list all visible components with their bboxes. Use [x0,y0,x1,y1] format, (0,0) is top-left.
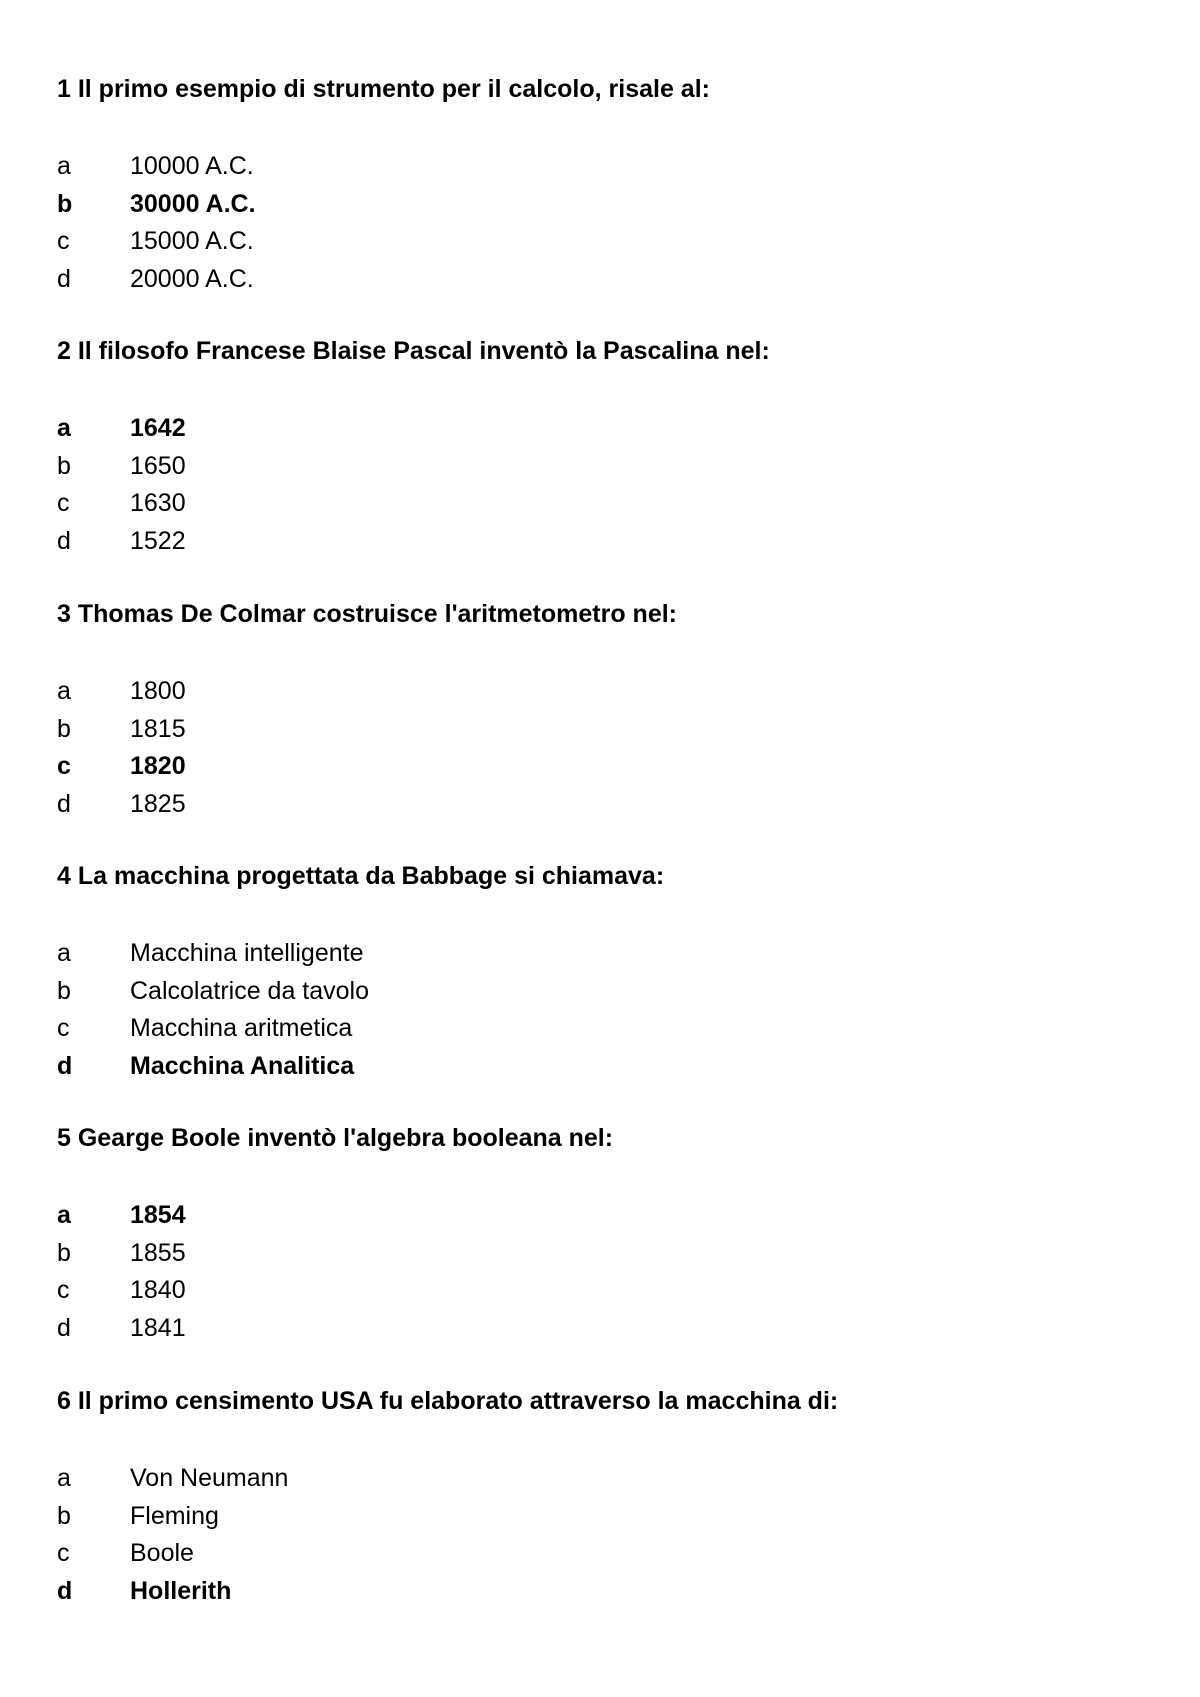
question-title: 1 Il primo esempio di strumento per il calcolo, risale al: [57,75,710,103]
question-2 [57,336,1157,561]
option-b [57,973,1157,1011]
option-text: Hollerith [130,1577,232,1606]
option-letter: b [57,451,71,480]
option-letter: d [57,790,71,819]
option-letter: d [57,265,71,294]
option-letter: a [57,677,71,705]
option-a [57,410,1157,448]
option-c [57,485,1157,523]
option-d [57,1310,1157,1348]
option-letter: c [57,227,70,256]
option-letter: a [57,939,71,967]
question-title: 4 La macchina progettata da Babbage si chiamava: [57,862,665,890]
option-text: 1642 [130,414,186,442]
option-b [57,186,1157,224]
option-text: Boole [130,1539,194,1568]
option-letter: a [57,1464,71,1492]
option-text: 1815 [130,714,186,743]
option-list [57,673,1157,824]
option-letter: d [57,1314,71,1343]
option-a [57,1460,1157,1498]
question-title: 3 Thomas De Colmar costruisce l'aritmetometro nel: [57,600,678,628]
option-text: 1841 [130,1314,186,1343]
option-text: 1855 [130,1238,186,1267]
option-a [57,673,1157,711]
question-4 [57,861,1157,1086]
option-letter: b [57,1238,71,1267]
option-letter: b [57,714,71,743]
option-letter: d [57,527,71,556]
option-text: 30000 A.C. [130,189,256,218]
question-6 [57,1386,1157,1611]
option-c [57,1535,1157,1573]
option-letter: b [57,189,73,218]
option-letter: c [57,489,70,518]
option-text: 1650 [130,451,186,480]
option-b [57,711,1157,749]
option-letter: a [57,1201,71,1229]
option-a [57,1197,1157,1235]
option-a [57,935,1157,973]
option-text: 20000 A.C. [130,265,254,294]
option-c [57,1272,1157,1310]
option-text: Macchina intelligente [130,939,364,967]
option-list [57,410,1157,561]
option-letter: d [57,1052,73,1081]
option-text: Von Neumann [130,1464,289,1492]
option-text: Macchina Analitica [130,1052,355,1081]
option-c [57,223,1157,261]
option-text: 1800 [130,677,186,705]
option-b [57,1498,1157,1536]
option-text: Calcolatrice da tavolo [130,976,370,1005]
option-d [57,1573,1157,1611]
option-d [57,523,1157,561]
option-b [57,1235,1157,1273]
option-text: 1820 [130,752,186,781]
option-text: 15000 A.C. [130,227,254,256]
option-letter: c [57,1276,70,1305]
option-b [57,448,1157,486]
option-list [57,148,1157,299]
option-d [57,786,1157,824]
option-text: 1825 [130,790,186,819]
option-a [57,148,1157,186]
question-title: 2 Il filosofo Francese Blaise Pascal inventò la Pascalina nel: [57,337,770,365]
option-letter: d [57,1577,73,1606]
option-text: 1840 [130,1276,186,1305]
option-text: 1630 [130,489,186,518]
option-d [57,1048,1157,1086]
option-text: Macchina aritmetica [130,1014,353,1043]
option-text: 1522 [130,527,186,556]
option-c [57,748,1157,786]
option-text: 10000 A.C. [130,152,254,180]
option-letter: b [57,1501,71,1530]
option-letter: c [57,752,71,781]
option-list [57,935,1157,1086]
option-letter: a [57,414,71,442]
question-1 [57,74,1157,299]
option-list [57,1197,1157,1348]
option-letter: a [57,152,71,180]
question-title: 5 Gearge Boole inventò l'algebra booleana nel: [57,1124,614,1152]
option-text: 1854 [130,1201,186,1229]
option-letter: c [57,1539,70,1568]
option-d [57,261,1157,299]
option-c [57,1010,1157,1048]
option-list [57,1460,1157,1611]
option-letter: b [57,976,71,1005]
question-5 [57,1123,1157,1348]
option-letter: c [57,1014,70,1043]
question-title: 6 Il primo censimento USA fu elaborato attraverso la macchina di: [57,1387,839,1415]
question-3 [57,599,1157,824]
option-text: Fleming [130,1501,219,1530]
